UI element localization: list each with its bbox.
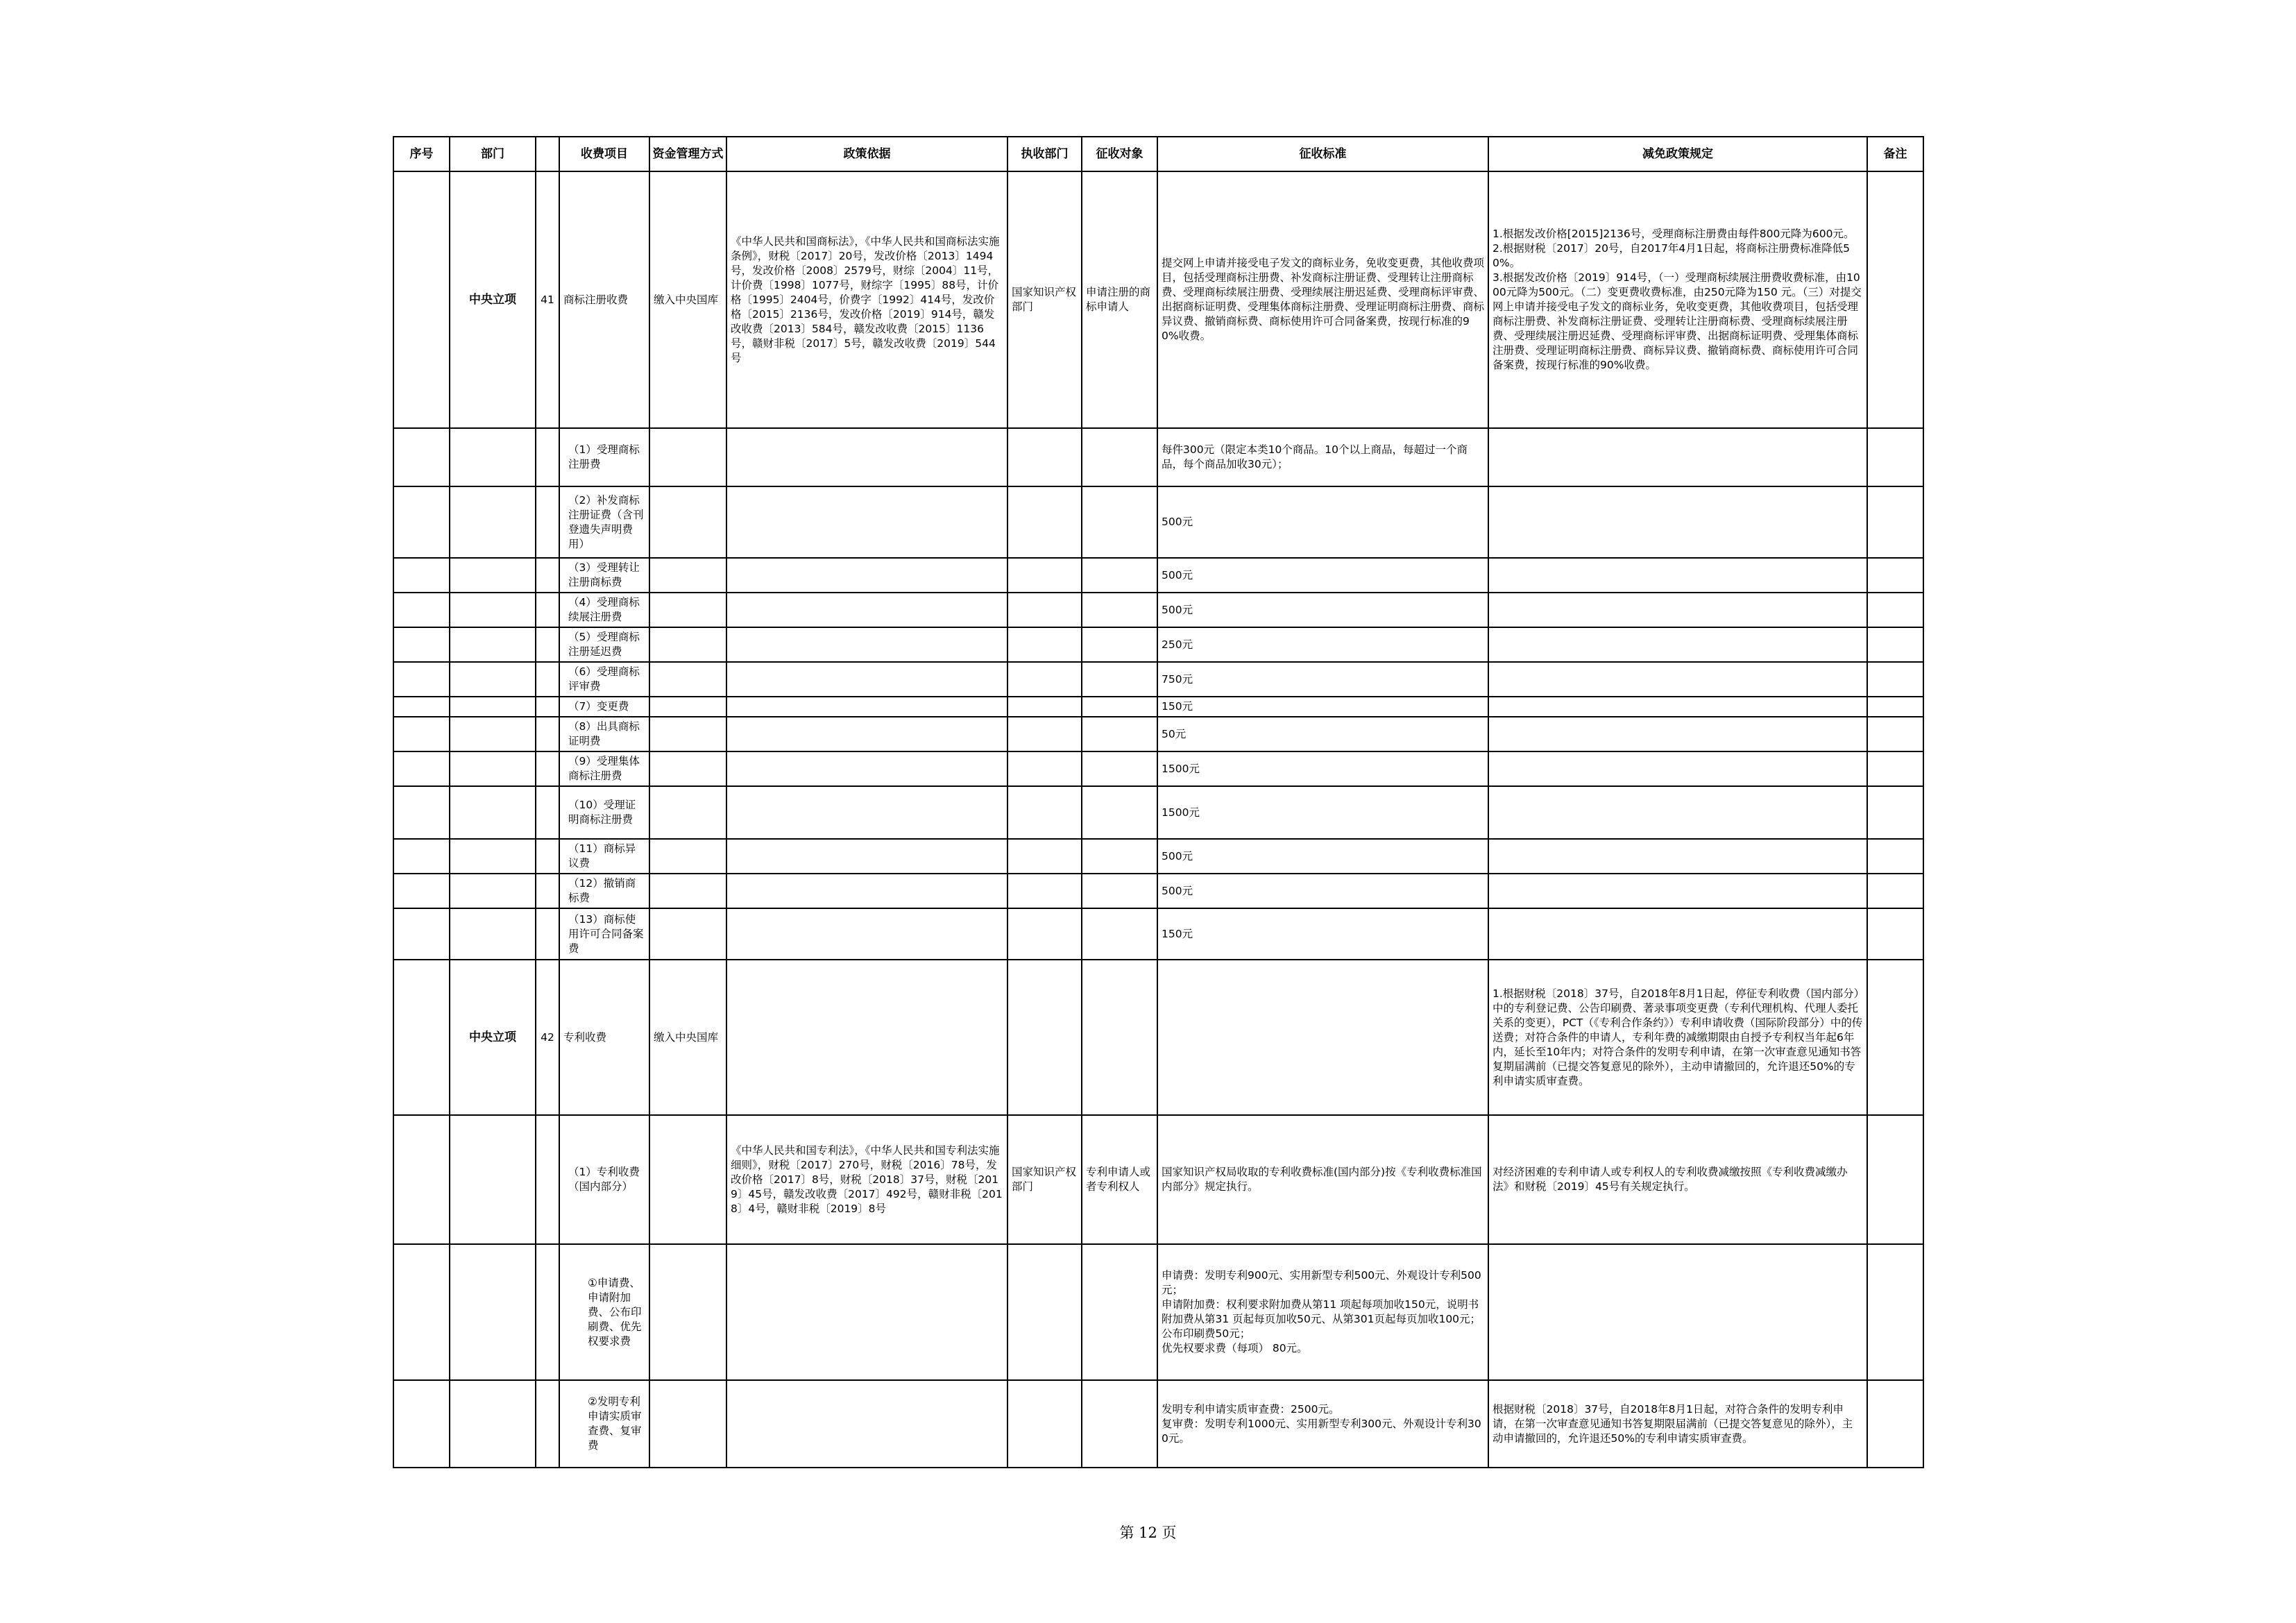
dept-cell: 中央立项 <box>450 960 536 1115</box>
item-cell: 商标注册收费 <box>559 171 649 428</box>
dept-cell: 中央立项 <box>450 171 536 428</box>
item-cell: （8）出具商标证明费 <box>559 717 649 751</box>
header-relief: 减免政策规定 <box>1488 137 1867 171</box>
relief-cell: 根据财税〔2018〕37号，自2018年8月1日起，对符合条件的发明专利申请，在第一次审查意见通知书答复期限届满前（已提交答复意见的除外），主动申请撤回的，允许退还50%的专利申请实质审查费。 <box>1488 1380 1867 1468</box>
standard-cell: 国家知识产权局收取的专利收费标准(国内部分)按《专利收费标准国内部分》规定执行。 <box>1157 1115 1488 1244</box>
item-cell: （11）商标异议费 <box>559 839 649 874</box>
header-standard: 征收标准 <box>1157 137 1488 171</box>
item-cell: （6）受理商标评审费 <box>559 662 649 697</box>
standard-cell: 500元 <box>1157 486 1488 558</box>
header-seq: 序号 <box>393 137 450 171</box>
fee-table <box>393 136 1924 1468</box>
standard-cell: 发明专利申请实质审查费：2500元。 复审费：发明专利1000元、实用新型专利300元、外观设计专利300元。 <box>1157 1380 1488 1468</box>
relief-cell: 1.根据发改价格[2015]2136号，受理商标注册费由每件800元降为600元。 2.根据财税〔2017〕20号，自2017年4月1日起，将商标注册费标准降低50%。 3.根据发改价格〔2019〕914号，（一）受理商标续展注册费收费标准，由1000元降为500元。（二）变更费收费标准，由250元降为150 元。（三）对提交网上申请并接受电子发文的商标业务，免收变更费，其他收费项目，包括受理商标注册费、补发商标注册证费、受理转让注册商标费、受理商标续展注册费、受理续展注册迟延费、受理商标评审费、出据商标证明费、受理集体商标注册费、受理证明商标注册费、商标异议费、撤销商标费、商标使用许可合同备案费，按现行标准的90%收费。 <box>1488 171 1867 428</box>
standard-cell: 1500元 <box>1157 786 1488 839</box>
standard-cell: 提交网上申请并接受电子发文的商标业务，免收变更费，其他收费项目，包括受理商标注册费、补发商标注册证费、受理转让注册商标费、受理商标续展注册费、受理续展注册迟延费、受理商标评审费、出据商标证明费、受理集体商标注册费、受理证明商标注册费、商标异议费、撤销商标费、商标使用许可合同备案费，按现行标准的90%收费。 <box>1157 171 1488 428</box>
table-row <box>393 908 1923 960</box>
table-row <box>393 697 1923 717</box>
table-row <box>393 486 1923 558</box>
item-cell: ②发明专利申请实质审查费、复审费 <box>559 1380 649 1468</box>
relief-cell: 对经济困难的专利申请人或专利权人的专利收费减缴按照《专利收费减缴办法》和财税〔2019〕45号有关规定执行。 <box>1488 1115 1867 1244</box>
standard-cell: 150元 <box>1157 908 1488 960</box>
standard-cell: 500元 <box>1157 558 1488 593</box>
item-cell: （5）受理商标注册延迟费 <box>559 627 649 662</box>
target-cell: 专利申请人或者专利权人 <box>1082 1115 1157 1244</box>
standard-cell: 申请费：发明专利900元、实用新型专利500元、外观设计专利500元； 申请附加费：权利要求附加费从第11 项起每项加收150元，说明书附加费从第31 页起每页加收50元、从第301页起每页加收100元； 公布印刷费50元； 优先权要求费（每项） 80元。 <box>1157 1244 1488 1380</box>
item-cell: （3）受理转让注册商标费 <box>559 558 649 593</box>
header-dept: 部门 <box>450 137 536 171</box>
standard-cell: 50元 <box>1157 717 1488 751</box>
table-row <box>393 786 1923 839</box>
relief-cell: 1.根据财税〔2018〕37号，自2018年8月1日起，停征专利收费（国内部分）中的专利登记费、公告印刷费、著录事项变更费（专利代理机构、代理人委托关系的变更），PCT（《专利合作条约》）专利申请收费（国际阶段部分）中的传送费；对符合条件的申请人，专利年费的减缴期限由自授予专利权当年起6年内，延长至10年内；对符合条件的发明专利申请，在第一次审查意见通知书答复期届满前（已提交答复意见的除外），主动申请撤回的，允许退还50%的专利申请实质审查费。 <box>1488 960 1867 1115</box>
table-row <box>393 839 1923 874</box>
table-row <box>393 1244 1923 1380</box>
standard-cell: 150元 <box>1157 697 1488 717</box>
table-row <box>393 593 1923 627</box>
table-row <box>393 717 1923 751</box>
header-target: 征收对象 <box>1082 137 1157 171</box>
policy-cell: 《中华人民共和国专利法》，《中华人民共和国专利法实施细则》，财税〔2017〕270号，财税〔2016〕78号，发改价格〔2017〕8号，财税〔2018〕37号，财税〔2019〕45号，赣发改收费〔2017〕492号，赣财非税〔2018〕4号，赣财非税〔2019〕8号 <box>726 1115 1007 1244</box>
num-cell: 41 <box>536 171 559 428</box>
remark-cell <box>1867 171 1923 428</box>
page-number: 第 12 页 <box>1119 1524 1177 1541</box>
header-row <box>393 137 1923 171</box>
header-fund: 资金管理方式 <box>649 137 726 171</box>
fund-cell: 缴入中央国库 <box>649 960 726 1115</box>
policy-cell: 《中华人民共和国商标法》，《中华人民共和国商标法实施条例》，财税〔2017〕20号，发改价格〔2013〕1494号，发改价格〔2008〕2579号，财综〔2004〕11号，计价费〔1998〕1077号，财综字〔1995〕88号，计价格〔1995〕2404号，价费字〔1992〕414号，发改价格〔2015〕2136号，发改价格〔2019〕914号，赣发改收费〔2013〕584号，赣发改收费〔2015〕1136号，赣财非税〔2017〕5号，赣发改收费〔2019〕544号 <box>726 171 1007 428</box>
standard-cell: 250元 <box>1157 627 1488 662</box>
table-row <box>393 558 1923 593</box>
seq-cell <box>393 171 450 428</box>
exec-cell: 国家知识产权部门 <box>1007 1115 1082 1244</box>
table-row <box>393 627 1923 662</box>
table-row <box>393 874 1923 908</box>
standard-cell: 500元 <box>1157 593 1488 627</box>
standard-cell: 500元 <box>1157 839 1488 874</box>
table-row <box>393 1380 1923 1468</box>
standard-cell: 750元 <box>1157 662 1488 697</box>
item-cell: （13）商标使用许可合同备案费 <box>559 908 649 960</box>
table-row <box>393 171 1923 428</box>
table-row <box>393 960 1923 1115</box>
target-cell: 申请注册的商标申请人 <box>1082 171 1157 428</box>
item-cell: （4）受理商标续展注册费 <box>559 593 649 627</box>
table-row <box>393 751 1923 786</box>
header-blank <box>536 137 559 171</box>
table-row <box>393 1115 1923 1244</box>
num-cell: 42 <box>536 960 559 1115</box>
table-row <box>393 662 1923 697</box>
item-cell: （9）受理集体商标注册费 <box>559 751 649 786</box>
item-cell: ①申请费、申请附加费、公布印刷费、优先权要求费 <box>559 1244 649 1380</box>
standard-cell: 每件300元（限定本类10个商品。10个以上商品，每超过一个商品，每个商品加收30元）； <box>1157 428 1488 486</box>
standard-cell: 1500元 <box>1157 751 1488 786</box>
header-exec: 执收部门 <box>1007 137 1082 171</box>
fund-cell: 缴入中央国库 <box>649 171 726 428</box>
item-cell: （2）补发商标注册证费（含刊登遗失声明费用） <box>559 486 649 558</box>
item-cell: 专利收费 <box>559 960 649 1115</box>
item-cell: （12）撤销商标费 <box>559 874 649 908</box>
header-remark: 备注 <box>1867 137 1923 171</box>
item-cell: （1）专利收费（国内部分） <box>559 1115 649 1244</box>
item-cell: （1）受理商标注册费 <box>559 428 649 486</box>
table-row <box>393 428 1923 486</box>
item-cell: （7）变更费 <box>559 697 649 717</box>
header-item: 收费项目 <box>559 137 649 171</box>
standard-cell: 500元 <box>1157 874 1488 908</box>
item-cell: （10）受理证明商标注册费 <box>559 786 649 839</box>
header-policy: 政策依据 <box>726 137 1007 171</box>
exec-cell: 国家知识产权部门 <box>1007 171 1082 428</box>
